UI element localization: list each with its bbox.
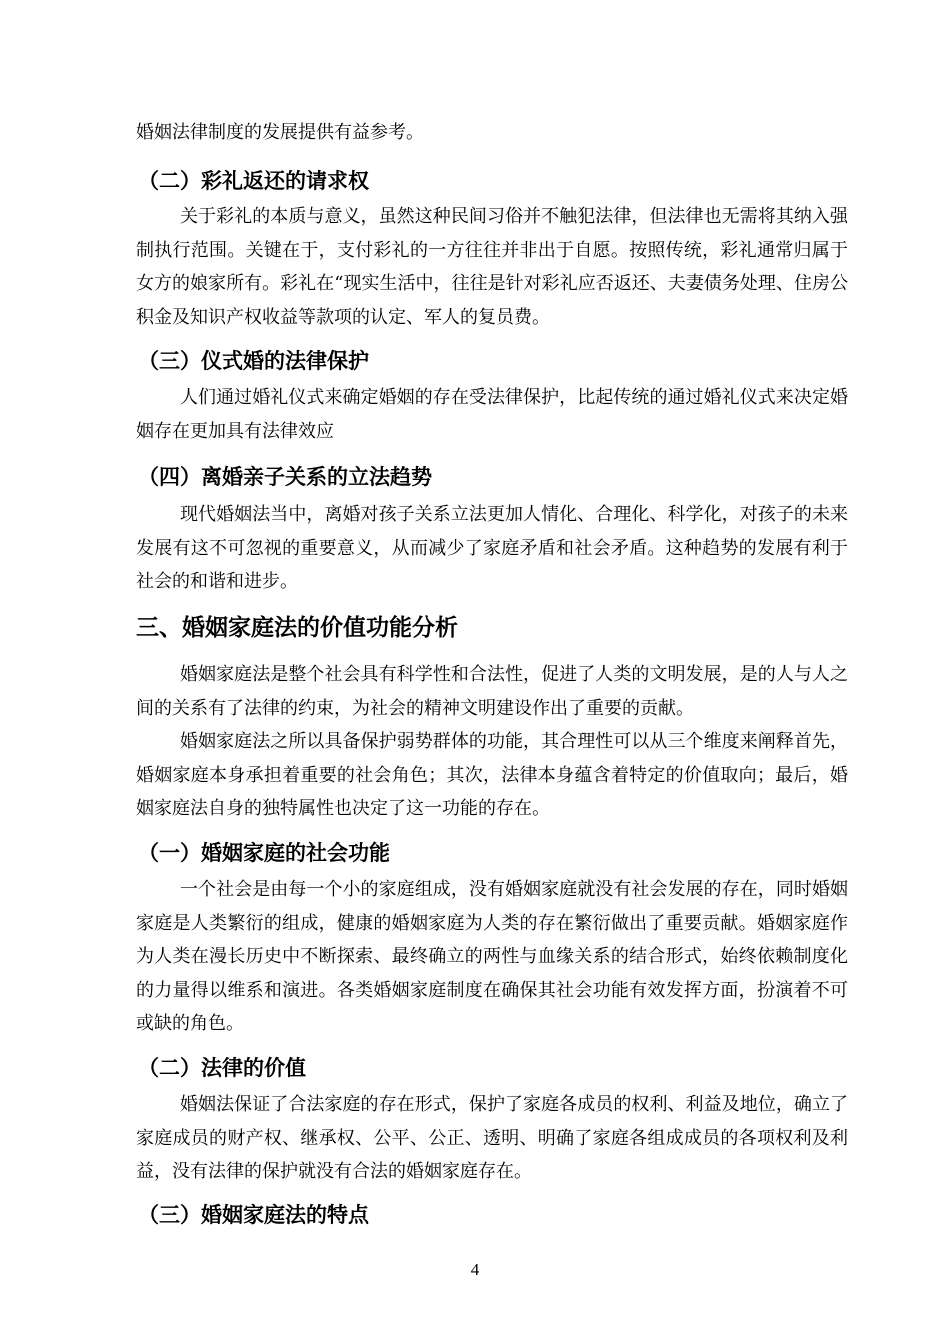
paragraph-bride-price: 关于彩礼的本质与意义，虽然这种民间习俗并不触犯法律，但法律也无需将其纳入强制执行范围。关键在于，支付彩礼的一方往往并非出于自愿。按照传统，彩礼通常归属于女方的娘家所有。彩礼在“现实生活中，往往是针对彩礼应否返还、夫妻债务处理、住房公积金及知识产权收益等款项的认定、军人的复员费。 (136, 206, 848, 328)
page-number: 4 (470, 1260, 480, 1279)
paragraph-value-1: 婚姻家庭法是整个社会具有科学性和合法性，促进了人类的文明发展，是的人与人之间的关系有了法律的约束，为社会的精神文明建设作出了重要的贡献。 (136, 664, 848, 719)
heading-divorce-trend: （四）离婚亲子关系的立法趋势 (138, 465, 432, 489)
paragraph-value-2: 婚姻家庭法之所以具备保护弱势群体的功能，其合理性可以从三个维度来阐释首先，婚姻家庭本身承担着重要的社会角色；其次，法律本身蕴含着特定的价值取向；最后，婚姻家庭法自身的独特属性也决定了这一功能的存在。 (136, 731, 848, 819)
heading-law-value: （二）法律的价值 (138, 1056, 306, 1080)
paragraph-law-value: 婚姻法保证了合法家庭的存在形式，保护了家庭各成员的权利、利益及地位，确立了家庭成员的财产权、继承权、公平、公正、透明、明确了家庭各组成成员的各项权利及利益，没有法律的保护就没有合法的婚姻家庭存在。 (136, 1094, 848, 1182)
section-three-title: 三、婚姻家庭法的价值功能分析 (136, 615, 458, 641)
heading-characteristics: （三）婚姻家庭法的特点 (138, 1203, 369, 1227)
heading-social-function: （一）婚姻家庭的社会功能 (138, 841, 390, 865)
paragraph-ceremonial-marriage: 人们通过婚礼仪式来确定婚姻的存在受法律保护，比起传统的通过婚礼仪式来决定婚姻存在更加具有法律效应 (136, 387, 848, 442)
paragraph-divorce-trend: 现代婚姻法当中，离婚对孩子关系立法更加人情化、合理化、科学化，对孩子的未来发展有这不可忽视的重要意义，从而减少了家庭矛盾和社会矛盾。这种趋势的发展有利于社会的和谐和进步。 (136, 504, 848, 592)
heading-ceremonial-marriage: （三）仪式婚的法律保护 (138, 349, 369, 373)
intro-paragraph-end: 婚姻法律制度的发展提供有益参考。 (136, 122, 424, 143)
heading-bride-price: （二）彩礼返还的请求权 (138, 169, 369, 193)
paragraph-social-function: 一个社会是由每一个小的家庭组成，没有婚姻家庭就没有社会发展的存在，同时婚姻家庭是人类繁衍的组成，健康的婚姻家庭为人类的存在繁衍做出了重要贡献。婚姻家庭作为人类在漫长历史中不断探索、最终确立的两性与血缘关系的结合形式，始终依赖制度化的力量得以维系和演进。各类婚姻家庭制度在确保其社会功能有效发挥方面，扮演着不可或缺的角色。 (136, 879, 848, 1034)
